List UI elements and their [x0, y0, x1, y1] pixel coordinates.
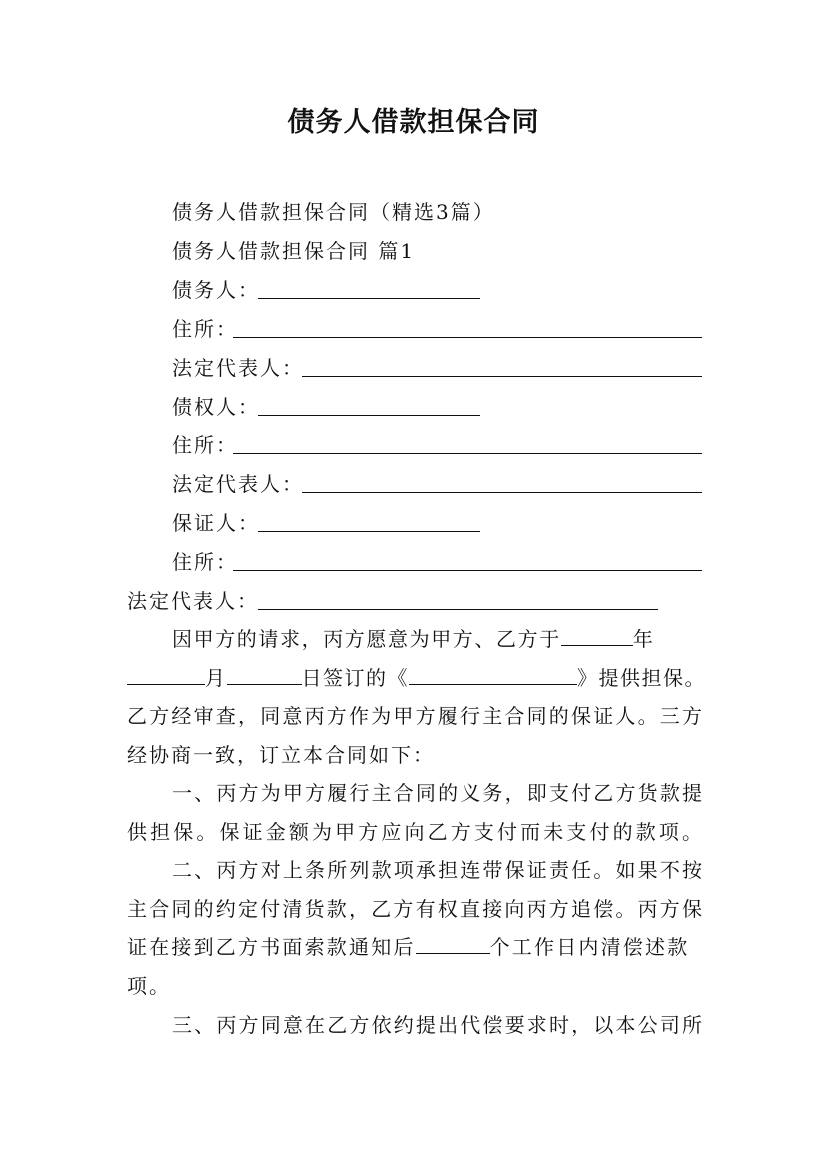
document-title: 债务人借款担保合同: [287, 107, 540, 138]
field-label-debtor: 债务人：: [172, 278, 260, 302]
creditor-name-blank[interactable]: [258, 415, 480, 416]
debtor-name-blank[interactable]: [258, 298, 480, 299]
p1-year-label: 年: [632, 627, 655, 651]
p1-guarantee-text: 》提供担保。: [577, 665, 706, 690]
paragraph-4: [127, 1006, 702, 1045]
p1-line3: 乙方经审查，同意丙方作为甲方履行主合同的保证人。三方: [127, 704, 702, 728]
paragraph-2: [127, 774, 702, 851]
main-contract-name-blank[interactable]: [409, 664, 577, 685]
paragraph-3: [127, 851, 702, 1005]
p1-line1-text: 因甲方的请求，丙方愿意为甲方、乙方于: [172, 627, 561, 651]
p3-line4: 项。: [127, 973, 171, 998]
paragraph-1: [127, 620, 706, 774]
p3-line3-tail: 个工作日内清偿述款: [489, 935, 690, 959]
p1-line4: 经协商一致，订立本合同如下：: [127, 742, 435, 767]
intro-line: 债务人借款担保合同（精选3篇）: [172, 200, 495, 224]
contract-month-blank[interactable]: [127, 664, 205, 685]
field-label-debtor-address: 住所：: [172, 317, 238, 341]
p1-month-label: 月: [205, 665, 227, 690]
p3-line3-text: 证在接到乙方书面索款通知后: [127, 935, 416, 959]
working-days-blank[interactable]: [416, 933, 490, 954]
p2-line2: 供担保。保证金额为甲方应向乙方支付而未支付的款项。: [127, 819, 702, 844]
field-label-debtor-legal-rep: 法定代表人：: [172, 356, 304, 380]
field-label-creditor-address: 住所：: [172, 433, 238, 457]
section-heading: 债务人借款担保合同 篇1: [172, 239, 416, 263]
field-label-guarantor-address: 住所：: [172, 550, 238, 574]
p3-line2: 主合同的约定付清货款，乙方有权直接向丙方追偿。丙方保: [127, 896, 702, 921]
debtor-legal-rep-blank[interactable]: [302, 376, 702, 377]
debtor-address-blank[interactable]: [233, 337, 702, 338]
p1-signed-text: 日签订的《: [301, 665, 409, 690]
guarantor-name-blank[interactable]: [258, 531, 480, 532]
p2-line1: 一、丙方为甲方履行主合同的义务，即支付乙方货款提: [172, 781, 702, 805]
field-label-creditor-legal-rep: 法定代表人：: [172, 472, 304, 496]
contract-day-blank[interactable]: [227, 664, 302, 685]
field-label-creditor: 债权人：: [172, 395, 260, 419]
creditor-legal-rep-blank[interactable]: [302, 492, 702, 493]
p4-line1: 三、丙方同意在乙方依约提出代偿要求时，以本公司所: [172, 1013, 702, 1037]
field-label-guarantor: 保证人：: [172, 511, 260, 535]
field-label-guarantor-legal-rep: 法定代表人：: [127, 589, 259, 613]
guarantor-address-blank[interactable]: [233, 570, 702, 571]
guarantor-legal-rep-blank[interactable]: [258, 609, 658, 610]
p3-line1: 二、丙方对上条所列款项承担连带保证责任。如果不按: [172, 858, 702, 882]
contract-year-blank[interactable]: [561, 625, 633, 646]
creditor-address-blank[interactable]: [233, 453, 702, 454]
